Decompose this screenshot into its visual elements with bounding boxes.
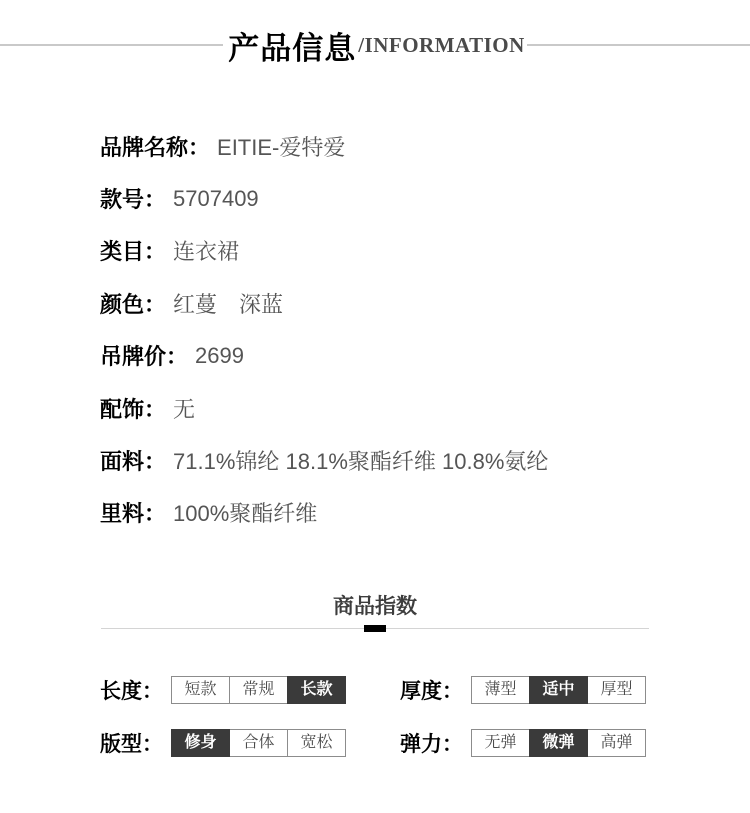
segmented-control-fit <box>171 729 346 757</box>
option-cell[interactable]: 薄型 <box>471 676 530 704</box>
info-label: 款号： <box>100 187 167 213</box>
header-line-right <box>527 44 750 46</box>
info-row-fabric <box>100 434 750 486</box>
segmented-control-thickness <box>471 676 646 704</box>
page-subtitle: /INFORMATION <box>358 32 525 57</box>
info-row-color <box>100 277 750 329</box>
index-group-elasticity <box>400 728 750 758</box>
info-row-category <box>100 225 750 277</box>
info-value: 无 <box>173 396 196 422</box>
option-cell[interactable]: 高弹 <box>587 729 646 757</box>
index-grid <box>100 675 750 758</box>
info-row-style-number <box>100 172 750 224</box>
group-label: 版型： <box>100 733 163 757</box>
info-value: 连衣裙 <box>173 239 240 265</box>
info-label: 吊牌价： <box>100 344 189 370</box>
page-title: 产品信息 <box>228 30 357 66</box>
option-cell[interactable]: 宽松 <box>287 729 346 757</box>
section-header-product-info <box>0 0 750 90</box>
info-value: 100%聚酯纤维 <box>173 501 318 527</box>
option-cell[interactable]: 微弹 <box>529 729 588 757</box>
option-cell[interactable]: 修身 <box>171 729 230 757</box>
info-label: 配饰： <box>100 396 167 422</box>
product-info-list <box>100 120 750 539</box>
info-label: 里料： <box>100 501 167 527</box>
product-index-section <box>0 595 750 758</box>
index-section-divider <box>101 628 649 629</box>
info-value: EITIE-爱特爱 <box>217 134 346 160</box>
info-label: 面料： <box>100 449 167 475</box>
info-row-accessories <box>100 382 750 434</box>
header-line-left <box>0 44 223 46</box>
info-label: 颜色： <box>100 291 167 317</box>
info-value: 红蔓 深蓝 <box>173 291 284 317</box>
info-label: 品牌名称： <box>100 134 211 160</box>
info-row-brand <box>100 120 750 172</box>
index-group-thickness <box>400 675 750 705</box>
group-label: 长度： <box>100 680 163 704</box>
segmented-control-elasticity <box>471 729 646 757</box>
info-value: 2699 <box>195 342 244 368</box>
option-cell[interactable]: 厚型 <box>587 676 646 704</box>
info-label: 类目： <box>100 239 167 265</box>
index-section-title: 商品指数 <box>333 595 417 619</box>
option-cell[interactable]: 无弹 <box>471 729 530 757</box>
option-cell[interactable]: 长款 <box>287 676 346 704</box>
group-label: 弹力： <box>400 733 463 757</box>
info-row-tag-price <box>100 330 750 382</box>
index-group-fit <box>100 728 400 758</box>
segmented-control-length <box>171 676 346 704</box>
info-value: 5707409 <box>173 185 259 211</box>
index-group-length <box>100 675 400 705</box>
info-value: 71.1%锦纶 18.1%聚酯纤维 10.8%氨纶 <box>173 449 549 475</box>
option-cell[interactable]: 常规 <box>229 676 288 704</box>
info-row-lining <box>100 487 750 539</box>
option-cell[interactable]: 短款 <box>171 676 230 704</box>
option-cell[interactable]: 适中 <box>529 676 588 704</box>
group-label: 厚度： <box>400 680 463 704</box>
title-underline-tick <box>364 625 386 632</box>
option-cell[interactable]: 合体 <box>229 729 288 757</box>
